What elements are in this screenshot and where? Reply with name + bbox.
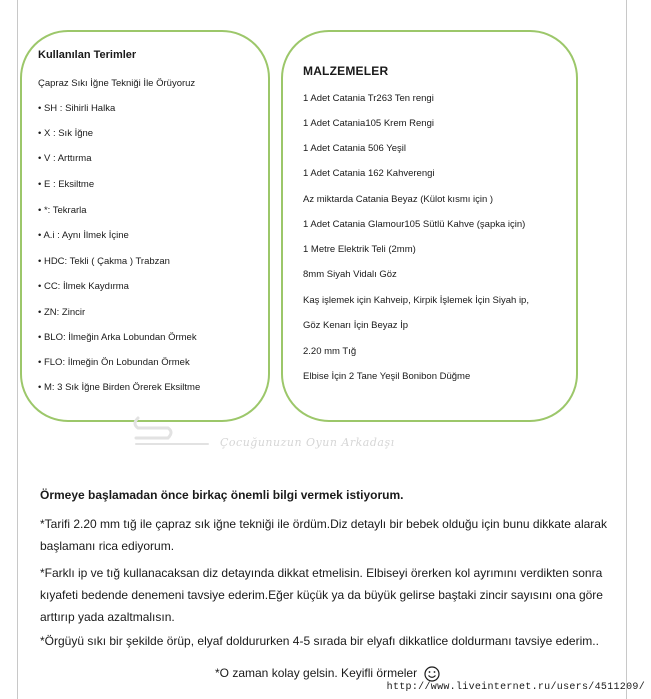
material-item: 1 Adet Catania 506 Yeşil (303, 143, 407, 154)
term-item: • V : Arttırma (38, 153, 92, 164)
paragraph-yarn-tips: *Farklı ip ve tığ kullanacaksan diz detayında dikkat etmelisin. Elbiseyi örerken kol ayrımını verdikten sonra kıyafeti bedende denemeni tavsiye ederim.Eğer küçük ya da büyük gelirse baştaki zincir sayısını ona göre arttırıp yada azaltmalısın. (40, 566, 603, 624)
material-item: Kaş işlemek için Kahveip, Kirpik İşlemek İçin Siyah ip, (303, 295, 529, 306)
term-item: • SH : Sihirli Halka (38, 103, 116, 114)
material-item: 1 Adet Catania Tr263 Ten rengi (303, 93, 434, 104)
closing-text: *O zaman kolay gelsin. Keyifli örmeler (215, 666, 418, 681)
term-item: • E : Eksiltme (38, 179, 95, 190)
page-left-edge (17, 0, 18, 699)
material-item: 1 Adet Catania105 Krem Rengi (303, 118, 434, 129)
term-item: • X : Sık İğne (38, 128, 94, 139)
intro-heading: Örmeye başlamadan önce birkaç önemli bilgi vermek istiyorum. (40, 488, 404, 502)
watermark-logo (128, 410, 218, 450)
material-item: 8mm Siyah Vidalı Göz (303, 269, 397, 280)
material-item: Göz Kenarı İçin Beyaz İp (303, 320, 409, 331)
term-item: • CC: İlmek Kaydırma (38, 281, 129, 292)
page-right-edge (626, 0, 627, 699)
watermark-tagline: Çocuğunuzun Oyun Arkadaşı (220, 436, 395, 449)
terms-title: Kullanılan Terimler (38, 49, 137, 61)
term-item: Çapraz Sıkı İğne Tekniği İle Örüyoruz (38, 78, 196, 89)
material-item: 1 Metre Elektrik Teli (2mm) (303, 244, 416, 255)
term-item: • HDC: Tekli ( Çakma ) Trabzan (38, 256, 170, 267)
term-item: • *: Tekrarla (38, 205, 87, 216)
smiley-icon (424, 666, 440, 682)
term-item: • FLO: İlmeğin Ön Lobundan Örmek (38, 357, 190, 368)
material-item: 1 Adet Catania Glamour105 Sütlü Kahve (şapka için) (303, 219, 526, 230)
material-item: 2.20 mm Tığ (303, 346, 357, 357)
materials-title: MALZEMELER (303, 64, 389, 78)
material-item: 1 Adet Catania 162 Kahverengi (303, 168, 435, 179)
term-item: • ZN: Zincir (38, 307, 86, 318)
source-url[interactable]: http://www.liveinternet.ru/users/4511209/ (386, 682, 645, 693)
term-item: • M: 3 Sık İğne Birden Örerek Eksiltme (38, 382, 201, 393)
closing-line (215, 666, 440, 682)
material-item: Az miktarda Catania Beyaz (Külot kısmı için ) (303, 194, 494, 205)
material-item: Elbise İçin 2 Tane Yeşil Bonibon Düğme (303, 371, 471, 382)
paragraph-stuffing: *Örgüyü sıkı bir şekilde örüp, elyaf doldururken 4-5 sırada bir elyafı dikkatlice doldurmanı tavsiye ederim.. (40, 634, 599, 648)
term-item: • A.i : Aynı İlmek İçine (38, 230, 129, 241)
term-item: • BLO: İlmeğin Arka Lobundan Örmek (38, 332, 197, 343)
paragraph-hook-size: *Tarifi 2.20 mm tığ ile çapraz sık iğne tekniği ile ördüm.Diz detaylı bir bebek olduğu için bunu dikkate alarak başlamanı rica ediyorum. (40, 517, 607, 553)
